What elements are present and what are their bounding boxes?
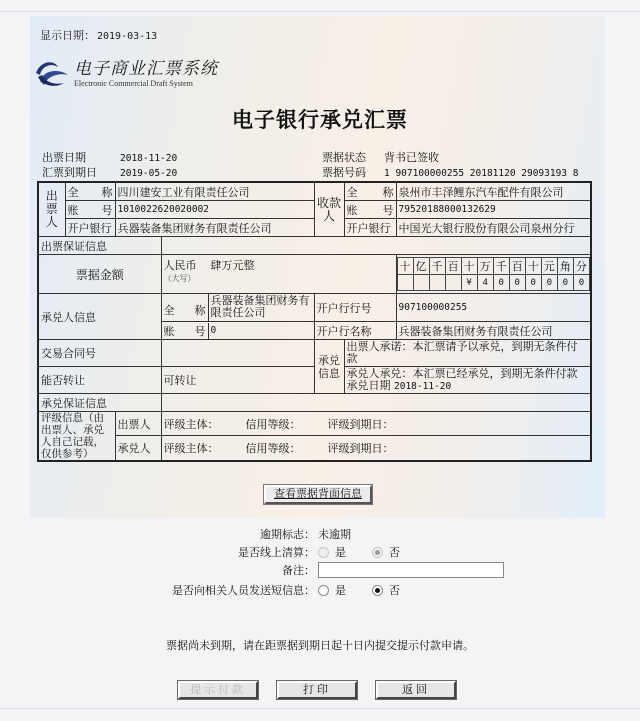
digit: 0	[493, 275, 509, 291]
remark-row	[0, 562, 640, 580]
sms-no-radio[interactable]	[372, 585, 383, 596]
accept-info-label: 承兑信息	[314, 340, 344, 394]
unit: 十	[397, 258, 413, 275]
rating-row-acceptor	[38, 436, 591, 461]
unit: 千	[429, 258, 445, 275]
unit: 分	[573, 258, 589, 275]
back-button[interactable]: 返回	[376, 681, 456, 699]
logo-en-text: Electronic Commercial Draft System	[74, 78, 193, 88]
remark-label: 备注：	[282, 564, 315, 577]
drawer-account-label: 账 号	[65, 201, 115, 219]
amount-in-words: 肆万元整	[210, 259, 255, 272]
acceptor-accept-cell	[344, 367, 591, 394]
transfer-label: 能否转让	[38, 367, 161, 394]
overdue-value: 未逾期	[318, 528, 351, 541]
acceptor-bank-no: 907100000255	[396, 294, 591, 322]
sms-yes-radio[interactable]	[318, 585, 329, 596]
accept-date: 2018-11-20	[394, 380, 452, 392]
digit	[397, 275, 413, 291]
unit: 角	[557, 258, 573, 275]
unit: 元	[541, 258, 557, 275]
unit: 亿	[413, 258, 429, 275]
digit: 0	[525, 275, 541, 291]
unit: 十	[461, 258, 477, 275]
drawer-bank-label: 开户银行	[65, 219, 115, 237]
amount-row	[38, 255, 591, 294]
drawer-name-label: 全 称	[65, 182, 115, 201]
party-row-name	[38, 182, 591, 201]
amount-label: 票据金额	[38, 255, 161, 294]
digit	[429, 275, 445, 291]
digit: 0	[557, 275, 573, 291]
bottom-divider	[0, 708, 640, 709]
bill-status-label: 票据状态	[322, 151, 366, 164]
rating-fields: 评级主体： 信用等级： 评级到期日：	[161, 412, 591, 436]
amount-digit-grid	[397, 257, 591, 291]
acceptor-bank-no-label: 开户行行号	[314, 294, 396, 322]
contract-value	[161, 340, 314, 367]
accept-guarantee-row	[38, 394, 591, 412]
payee-account: 79520188000132629	[396, 201, 591, 219]
rating-fields: 评级主体： 信用等级： 评级到期日：	[161, 436, 591, 461]
display-date	[40, 27, 157, 43]
overdue-label: 逾期标志：	[260, 528, 315, 541]
bill-number-label: 票据号码	[322, 166, 366, 179]
print-button[interactable]: 打印	[277, 681, 357, 699]
present-payment-button[interactable]: 提示付款	[178, 681, 258, 699]
unit: 十	[525, 258, 541, 275]
payee-account-label: 账 号	[344, 201, 396, 219]
digit	[445, 275, 461, 291]
issue-date-value: 2018-11-20	[120, 153, 178, 164]
guarantee-row	[38, 237, 591, 255]
rating-row-drawer	[38, 412, 591, 436]
drawer-name: 四川建安工业有限责任公司	[115, 182, 314, 201]
unit: 百	[509, 258, 525, 275]
acceptor-bank-name-label: 开户行名称	[314, 322, 396, 340]
payee-bank: 中国光大银行股份有限公司泉州分行	[396, 219, 591, 237]
acceptor-name-label: 全 称 兵器装备集团财务有限责任公司	[161, 294, 314, 322]
drawer-side-label: 出票人	[38, 182, 65, 237]
top-divider	[0, 11, 640, 12]
rating-party: 承兑人	[115, 436, 161, 461]
unit: 万	[477, 258, 493, 275]
unit: 千	[493, 258, 509, 275]
amount-units-row	[397, 258, 590, 275]
drawer-account: 1010022620020002	[115, 201, 314, 219]
online-clear-label: 是否线上清算：	[238, 546, 315, 559]
online-clear-options: 是 否	[318, 544, 400, 560]
digit: 4	[477, 275, 493, 291]
online-clear-row	[0, 544, 640, 562]
acceptor-row-name	[38, 294, 591, 322]
due-date-label: 汇票到期日	[42, 166, 97, 179]
display-date-value: 2019-03-13	[97, 31, 158, 42]
due-date-value: 2019-05-20	[120, 168, 178, 179]
amount-caps-hint: （大写）	[163, 274, 196, 283]
accept-guarantee-value	[161, 394, 591, 412]
contract-row	[38, 340, 591, 367]
payee-bank-label: 开户银行	[344, 219, 396, 237]
amount-in-words-cell	[161, 255, 396, 294]
rating-party: 出票人	[115, 412, 161, 436]
overdue-row	[0, 526, 640, 544]
transfer-value: 可转让	[161, 367, 314, 394]
bill-number	[322, 164, 578, 180]
amount-digit-cell	[396, 255, 591, 294]
drawer-promise: 出票人承诺：本汇票请予以承兑，到期无条件付款	[344, 340, 591, 367]
payee-name-label: 全 称	[344, 182, 396, 201]
maturity-notice: 票据尚未到期，请在距票据到期日起十日内提交提示付款申请。	[166, 639, 474, 652]
digit: ¥	[461, 275, 477, 291]
bill-number-value: 1 907100000255 20181120 29093193 8	[384, 168, 579, 179]
acceptor-accept: 承兑人承兑：本汇票已经承兑，到期无条件付款	[346, 366, 578, 380]
due-date	[42, 164, 177, 180]
sms-row	[0, 582, 640, 600]
digit: 0	[509, 275, 525, 291]
unit: 百	[445, 258, 461, 275]
acceptor-label: 承兑人信息	[38, 294, 161, 340]
bill-table	[37, 181, 592, 462]
accept-date-label: 承兑日期	[346, 378, 391, 392]
acceptor-name: 兵器装备集团财务有限责任公司	[210, 294, 310, 319]
issue-date	[42, 149, 177, 165]
guarantee-label: 出票保证信息	[38, 237, 161, 255]
rating-label: 评级信息（由出票人、承兑人自己记载，仅供参考）	[38, 412, 115, 462]
logo-cn-text: 电子商业汇票系统	[74, 58, 218, 79]
payee-name: 泉州市丰泽鲤东汽车配件有限公司	[396, 182, 591, 201]
digit: 0	[573, 275, 589, 291]
digit: 0	[541, 275, 557, 291]
acceptor-account-cell: 账 号 0	[161, 322, 314, 340]
acceptor-account: 0	[210, 324, 217, 336]
acceptor-bank-name: 兵器装备集团财务有限责任公司	[396, 322, 591, 340]
online-clear-yes-radio[interactable]	[318, 547, 329, 558]
digit	[413, 275, 429, 291]
online-clear-no-radio[interactable]	[372, 547, 383, 558]
sms-options: 是 否	[318, 582, 400, 598]
display-date-label: 显示日期：	[40, 29, 95, 42]
ecds-logo-icon	[34, 59, 70, 89]
accept-guarantee-label: 承兑保证信息	[38, 394, 161, 412]
payee-side-label: 收款人	[314, 182, 344, 237]
contract-label: 交易合同号	[38, 340, 161, 367]
bill-status	[322, 149, 439, 165]
bill-status-value: 背书已签收	[384, 151, 439, 164]
remark-input[interactable]	[318, 562, 504, 578]
drawer-bank: 兵器装备集团财务有限责任公司	[115, 219, 314, 237]
ecds-logo	[34, 54, 218, 94]
issue-date-label: 出票日期	[42, 151, 86, 164]
guarantee-value	[161, 237, 591, 255]
amount-currency: 人民币	[163, 259, 197, 272]
page-title: 电子银行承兑汇票	[232, 107, 408, 132]
sms-label: 是否向相关人员发送短信息：	[172, 584, 315, 597]
view-back-info-button[interactable]: 查看票据背面信息	[264, 485, 372, 504]
amount-digits-row	[397, 275, 590, 291]
